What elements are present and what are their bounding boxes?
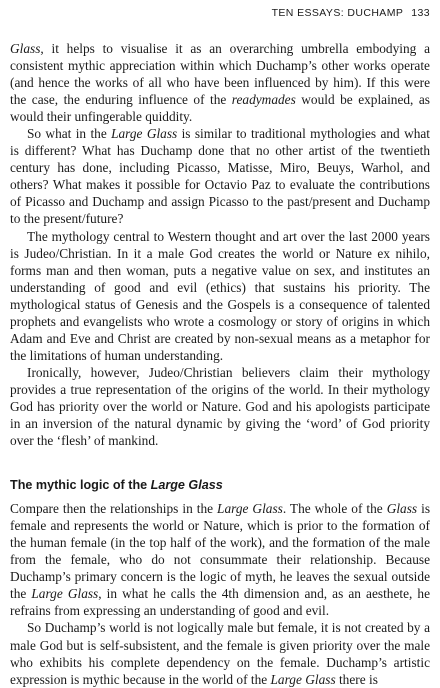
italic-text: readymades	[231, 92, 296, 108]
paragraph	[10, 40, 430, 125]
text-run: The mythic logic of the	[10, 478, 151, 493]
italic-text: Glass	[386, 501, 418, 517]
italic-text: Large Glass	[217, 501, 283, 517]
running-head	[272, 7, 430, 19]
text-run: So what in the	[27, 126, 112, 142]
text-run: So Duchamp’s world is not logically male but female, it is not created by a male God but is self-subsistent, and the female is given priority over the male who exhibits his complete dependency on the female. Duchamp’s artistic expression is mythic because in the world of the	[10, 620, 430, 687]
text-run: there is	[335, 671, 378, 687]
paragraph	[10, 619, 430, 687]
paragraph	[10, 125, 430, 227]
text-run: would be explained, as would their unfingerable quiddity.	[10, 92, 430, 125]
text-run: Ironically, however, Judeo/Christian believers claim their mythology provides a true representation of the origins of the world. In their mythology God has priority over the world or Nature. God and his apologists participate in an inversion of the natural dynamic by giving the ‘word’ of God priority over the ‘flesh’ of mankind.	[10, 364, 430, 449]
paragraph	[10, 364, 430, 449]
text-run: is female and represents the world or Nature, which is prior to the formation of the human female (in the top half of the work), and the formation of the male from the female, who do not consummate their relationship. Because Duchamp’s primary concern is the logic of myth, he leaves the sexual outside the	[10, 501, 431, 602]
italic-text: Large Glass	[111, 126, 178, 142]
text-run: , it helps to visualise it as an overarching umbrella embodying a consistent mythic appreciation within which Duchamp’s other works operate (and hence the works of all who have been influenced by him). If this were the case, the enduring influence of the	[10, 41, 430, 108]
italic-text: Large Glass	[150, 478, 223, 493]
paragraph	[10, 500, 430, 619]
running-title: TEN ESSAYS: DUCHAMP	[271, 7, 404, 19]
section-heading	[10, 477, 430, 493]
italic-text: Glass	[10, 41, 41, 56]
italic-text: Large Glass	[270, 671, 336, 687]
text-run: is similar to traditional mythologies and what is different? What has Duchamp done that no other artist of the twentieth century has done, including Picasso, Matisse, Miro, Beuys, Warhol, and others? What makes it possible for Octavio Paz to evaluate the contributions of Picasso and Duchamp and assign Picasso to the past/present and Duchamp to the present/future?	[10, 126, 431, 227]
text-run: Compare then the relationships in the	[10, 501, 218, 517]
text-run: , in what he calls the 4th dimension and, as an aesthete, he refrains from expressing an understanding of good and evil.	[10, 586, 431, 619]
body-text	[10, 40, 430, 688]
section-paragraphs	[10, 500, 430, 688]
italic-text: Large Glass	[31, 586, 99, 602]
page-number: 133	[411, 7, 430, 19]
book-page	[10, 0, 430, 686]
text-run: The mythology central to Western thought and art over the last 2000 years is Judeo/Christian. In it a male God creates the world or Nature ex nihilo, forms man and then woman, puts a negative value on sex, and institutes an understanding of good and evil (ethics) that sustains his priority. The mythological status of Genesis and the Gospels is a consequence of talented prophets and evangelists who wrote a cosmology or story of origins in which Adam and Eve and Christ are created by non-sexual means as a metaphor for the limitations of human understanding.	[10, 228, 430, 363]
paragraph	[10, 228, 430, 364]
opening-paragraphs	[10, 40, 430, 449]
text-run: . The whole of the	[282, 501, 387, 517]
